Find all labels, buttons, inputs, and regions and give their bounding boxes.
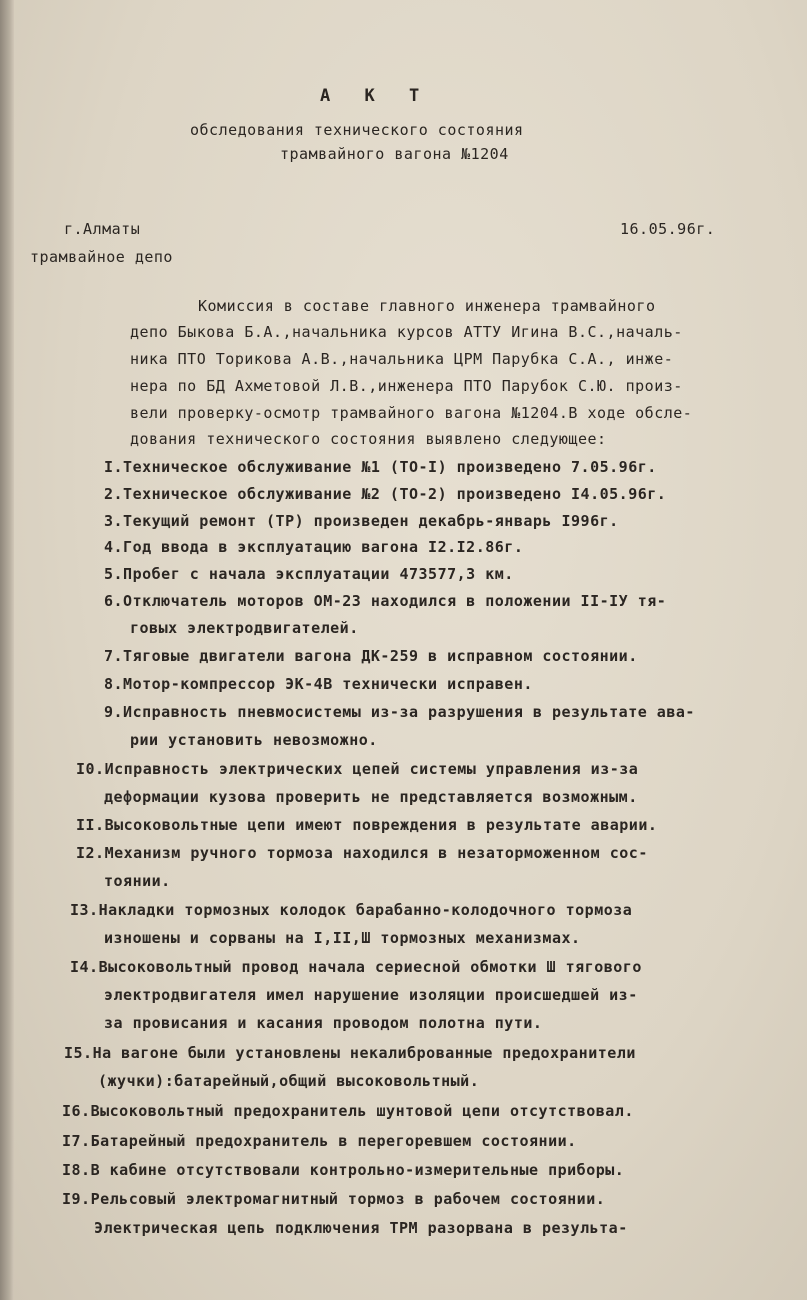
list-item: 2.Техническое обслуживание №2 (ТО-2) произведено I4.05.96г. <box>104 485 667 503</box>
body-line: депо Быкова Б.А.,начальника курсов АТТУ Игина В.С.,началь- <box>130 323 683 341</box>
body-line: дования технического состояния выявлено следующее: <box>130 430 607 448</box>
depot-label: трамвайное депо <box>30 248 173 266</box>
city: г.Алматы <box>64 220 141 238</box>
list-item: I2.Механизм ручного тормоза находился в незаторможенном сос- <box>76 844 648 862</box>
list-item: 7.Тяговые двигатели вагона ДК-259 в исправном состоянии. <box>104 647 638 665</box>
list-item-continuation: электродвигателя имел нарушение изоляции происшедшей из- <box>104 986 638 1004</box>
document-date: 16.05.96г. <box>620 220 716 238</box>
body-line: Комиссия в составе главного инженера трамвайного <box>198 297 656 315</box>
list-item-continuation: (жучки):батарейный,общий высоковольтный. <box>98 1072 480 1090</box>
list-item: 4.Год ввода в эксплуатацию вагона I2.I2.86г. <box>104 538 524 556</box>
list-item-continuation: Электрическая цепь подключения ТРМ разорвана в результа- <box>94 1219 628 1237</box>
list-item-continuation: деформации кузова проверить не представляется возможным. <box>104 788 638 806</box>
body-line: вели проверку-осмотр трамвайного вагона №1204.В ходе обсле- <box>130 404 693 422</box>
list-item-continuation: изношены и сорваны на I,II,Ш тормозных механизмах. <box>104 929 581 947</box>
list-item: 6.Отключатель моторов ОМ-23 находился в положении II-IУ тя- <box>104 592 667 610</box>
list-item-continuation: рии установить невозможно. <box>130 731 378 749</box>
list-item: 5.Пробег с начала эксплуатации 473577,3 км. <box>104 565 514 583</box>
list-item: I5.На вагоне были установлены некалиброванные предохранители <box>64 1044 636 1062</box>
list-item: 9.Исправность пневмосистемы из-за разрушения в результате ава- <box>104 703 695 721</box>
list-item: I.Техническое обслуживание №1 (ТО-I) произведено 7.05.96г. <box>104 458 657 476</box>
list-item-continuation: говых электродвигателей. <box>130 619 359 637</box>
document-title: А К Т <box>320 86 432 106</box>
list-item: I6.Высоковольтный предохранитель шунтовой цепи отсутствовал. <box>62 1102 634 1120</box>
list-item: I3.Накладки тормозных колодок барабанно-колодочного тормоза <box>70 901 633 919</box>
list-item: I8.В кабине отсутствовали контрольно-измерительные приборы. <box>62 1161 625 1179</box>
list-item: I4.Высоковольтный провод начала сериесной обмотки Ш тягового <box>70 958 642 976</box>
document-subtitle-line-2: трамвайного вагона №1204 <box>280 145 509 163</box>
list-item: I7.Батарейный предохранитель в перегоревшем состоянии. <box>62 1132 577 1150</box>
list-item: I9.Рельсовый электромагнитный тормоз в рабочем состоянии. <box>62 1190 606 1208</box>
list-item: 3.Текущий ремонт (ТР) произведен декабрь-январь I996г. <box>104 512 619 530</box>
list-item: I0.Исправность электрических цепей системы управления из-за <box>76 760 639 778</box>
body-line: нера по БД Ахметовой Л.В.,инженера ПТО Парубок С.Ю. произ- <box>130 377 683 395</box>
list-item: II.Высоковольтные цепи имеют повреждения в результате аварии. <box>76 816 658 834</box>
list-item: 8.Мотор-компрессор ЭК-4В технически исправен. <box>104 675 533 693</box>
body-line: ника ПТО Торикова А.В.,начальника ЦРМ Парубка С.А., инже- <box>130 350 674 368</box>
document-subtitle-line-1: обследования технического состояния <box>190 121 524 139</box>
list-item-continuation: тоянии. <box>104 872 171 890</box>
list-item-continuation: за провисания и касания проводом полотна пути. <box>104 1014 543 1032</box>
